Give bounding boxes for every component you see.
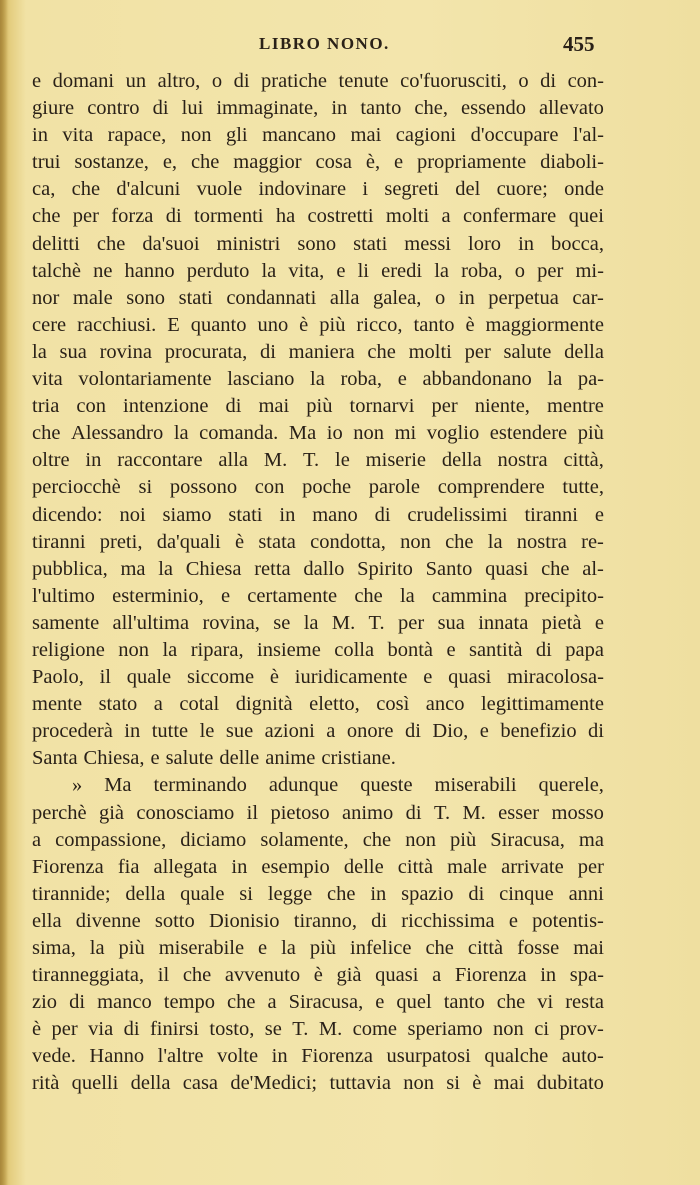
text-line: ella divenne sotto Dionisio tiranno, di ricchissima e potentis- <box>32 909 604 932</box>
text-line: talchè ne hanno perduto la vita, e li eredi la roba, o per mi- <box>32 259 604 282</box>
text-line: nor male sono stati condannati alla galea, o in perpetua car- <box>32 286 604 309</box>
text-line: Santa Chiesa, e salute delle anime cristiane. <box>32 747 396 770</box>
text-line: zio di manco tempo che a Siracusa, e quel tanto che vi resta <box>32 991 604 1014</box>
text-line: dicendo: noi siamo stati in mano di crudelissimi tiranni e <box>32 503 604 526</box>
text-line: cere racchiusi. E quanto uno è più ricco, tanto è maggiormente <box>32 313 604 336</box>
text-line: samente all'ultima rovina, se la M. T. per sua innata pietà e <box>32 611 604 634</box>
text-line: tirannide; della quale si legge che in spazio di cinque anni <box>32 882 604 905</box>
page-gutter-shadow <box>0 0 8 1185</box>
text-line: delitti che da'suoi ministri sono stati messi loro in bocca, <box>32 232 604 255</box>
text-line: oltre in raccontare alla M. T. le miserie della nostra città, <box>32 449 604 472</box>
text-line: procederà in tutte le sue azioni a onore di Dio, e benefizio di <box>32 720 604 743</box>
text-line: tiranni preti, da'quali è stata condotta, non che la nostra re- <box>32 530 604 553</box>
text-line: che per forza di tormenti ha costretti molti a confermare quei <box>32 205 604 228</box>
text-line: perciocchè si possono con poche parole comprendere tutte, <box>32 476 604 499</box>
page-number: 455 <box>563 32 595 56</box>
text-line: in vita rapace, non gli mancano mai cagioni d'occupare l'al- <box>32 124 604 147</box>
text-line: trui sostanze, e, che maggior cosa è, e propriamente diaboli- <box>32 151 604 174</box>
text-line: e domani un altro, o di pratiche tenute co'fuorusciti, o di con- <box>32 70 604 92</box>
text-line: mente stato a cotal dignità eletto, così anco legittimamente <box>32 693 604 716</box>
text-line: Paolo, il quale siccome è iuridicamente e quasi miracolosa- <box>32 666 604 689</box>
text-line: che Alessandro la comanda. Ma io non mi voglio estendere più <box>32 422 604 445</box>
text-line: Fiorenza fia allegata in esempio delle città male arrivate per <box>32 855 604 878</box>
text-line: tiranneggiata, il che avvenuto è già quasi a Fiorenza in spa- <box>32 964 604 987</box>
text-line: pubblica, ma la Chiesa retta dallo Spirito Santo quasi che al- <box>32 557 604 580</box>
text-line: è per via di finirsi tosto, se T. M. come speriamo non ci prov- <box>32 1018 604 1041</box>
text-line: vita volontariamente lasciano la roba, e abbandonano la pa- <box>32 368 604 391</box>
text-line: giure contro di lui immaginate, in tanto che, essendo allevato <box>32 97 604 120</box>
text-line: la sua rovina procurata, di maniera che molti per salute della <box>32 340 604 363</box>
text-line: sima, la più miserabile e la più infelice che città fosse mai <box>32 937 604 959</box>
text-line: perchè già conosciamo il pietoso animo di T. M. esser mosso <box>32 801 604 824</box>
body-text <box>32 68 604 1098</box>
text-line: » Ma terminando adunque queste miserabili querele, <box>72 774 604 797</box>
text-line: vede. Hanno l'altre volte in Fiorenza usurpatosi qualche auto- <box>32 1045 604 1068</box>
text-line: tria con intenzione di mai più tornarvi per niente, mentre <box>32 395 604 418</box>
text-line: a compassione, diciamo solamente, che non più Siracusa, ma <box>32 828 604 851</box>
page-header <box>0 34 700 60</box>
text-line: rità quelli della casa de'Medici; tuttavia non si è mai dubitato <box>32 1072 604 1095</box>
text-line: religione non la ripara, insieme colla bontà e santità di papa <box>32 638 604 661</box>
text-line: ca, che d'alcuni vuole indovinare i segreti del cuore; onde <box>32 178 604 201</box>
text-line: l'ultimo esterminio, e certamente che la cammina precipito- <box>32 584 604 607</box>
running-title: LIBRO NONO. <box>259 34 390 53</box>
